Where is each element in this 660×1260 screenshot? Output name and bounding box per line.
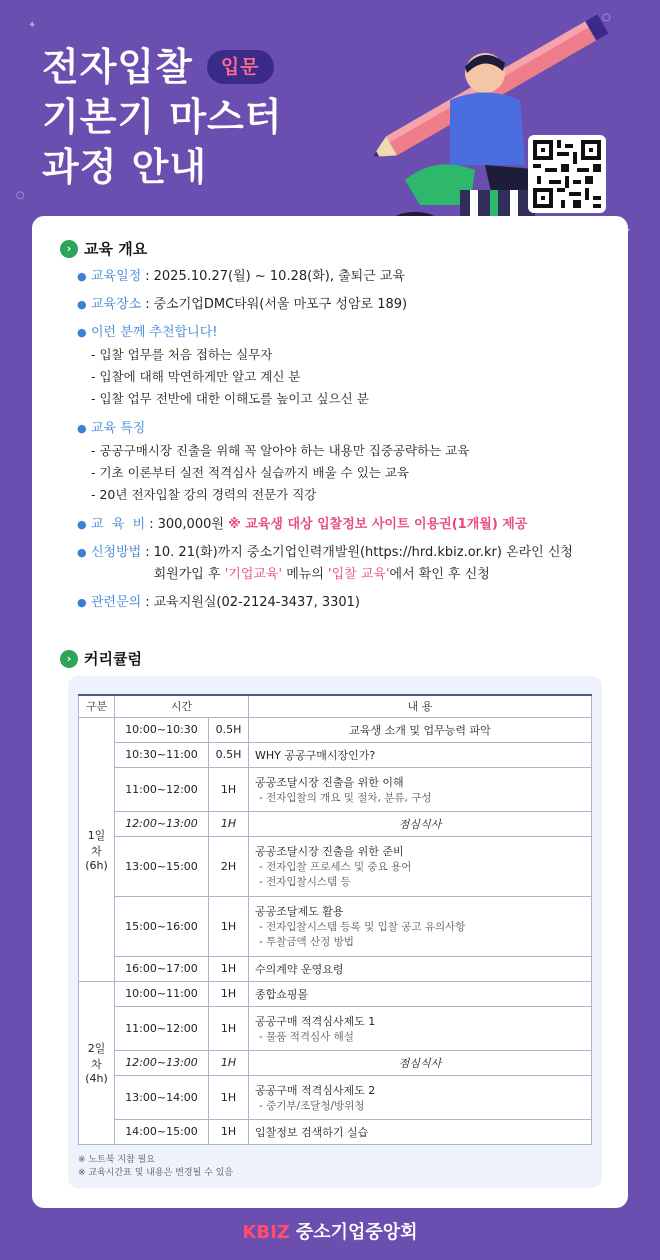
list-item: - 공공구매시장 진출을 위해 꼭 알아야 하는 내용만 집중공략하는 교육	[91, 443, 470, 458]
table-row	[79, 956, 592, 981]
overview-heading: › 교육 개요	[60, 238, 147, 259]
place-row: ● 교육장소 : 중소기업DMC타워(서울 마포구 성암로 189)	[77, 294, 617, 316]
content-cell	[249, 1006, 592, 1050]
curriculum-table	[78, 694, 592, 1145]
content-title: 공공조달제도 활용	[255, 905, 344, 918]
chevron-right-icon: ›	[60, 240, 78, 258]
table-row	[79, 1006, 592, 1050]
apply-row: ● 신청방법 : 10. 21(화)까지 중소기업인력개발원(https://hrd.kbiz.or.kr) 온라인 신청 회원가입 후 '기업교육' 메뉴의 '입찰 교육'에서 확인 후 신청	[77, 542, 617, 586]
bullet-icon: ●	[77, 422, 87, 435]
content-cell	[249, 1050, 592, 1075]
table-row	[79, 767, 592, 811]
overview-section	[77, 266, 617, 620]
list-item: - 입찰 업무 전반에 대한 이해도를 높이고 싶으신 분	[91, 391, 369, 406]
content-cell	[249, 767, 592, 811]
content-subitem: - 전자입찰시스템 등록 및 입찰 공고 유의사항	[259, 921, 466, 933]
time-cell: 10:00~11:00	[115, 981, 209, 1006]
recommend-block: ● 이런 분께 추천합니다! - 입찰 업무를 처음 접하는 실무자 - 입찰에 대해 막연하게만 알고 계신 분 - 입찰 업무 전반에 대한 이해도를 높이고 싶으신 분	[77, 322, 617, 410]
bullet-icon: ●	[77, 270, 87, 283]
content-title: 수의계약 운영요령	[255, 962, 344, 976]
qr-code-icon	[533, 140, 601, 208]
content-card	[32, 216, 628, 1208]
table-row	[79, 1119, 592, 1144]
list-item: - 20년 전자입찰 강의 경력의 전문가 직강	[91, 487, 317, 502]
qr-code[interactable]	[528, 135, 606, 213]
duration-cell: 1H	[209, 981, 249, 1006]
list-item: - 입찰 업무를 처음 접하는 실무자	[91, 347, 273, 362]
content-cell	[249, 981, 592, 1006]
content-subitem: - 물품 적격심사 해설	[259, 1030, 354, 1043]
duration-cell: 2H	[209, 836, 249, 896]
content-cell	[249, 956, 592, 981]
duration-cell: 0.5H	[209, 742, 249, 767]
notes	[78, 1154, 233, 1180]
content-cell	[249, 1119, 592, 1144]
content-cell	[249, 896, 592, 956]
time-cell: 11:00~12:00	[115, 767, 209, 811]
table-row	[79, 811, 592, 836]
col-header-division: 구분	[79, 695, 115, 717]
duration-cell: 1H	[209, 896, 249, 956]
table-row	[79, 742, 592, 767]
table-row	[79, 896, 592, 956]
level-badge: 입문	[207, 50, 274, 84]
bullet-icon: ●	[77, 326, 87, 339]
time-cell: 10:00~10:30	[115, 717, 209, 742]
contact-row: ● 관련문의 : 교육지원실(02-2124-3437, 3301)	[77, 592, 617, 614]
circle-icon: ○	[602, 12, 611, 23]
day-hours: (6h)	[85, 858, 108, 872]
curriculum-heading: › 커리큘럼	[60, 648, 142, 669]
page-title	[42, 42, 282, 192]
content-subitem: - 중기부/조달청/방위청	[259, 1099, 365, 1112]
col-header-content: 내 용	[249, 695, 592, 717]
time-cell: 11:00~12:00	[115, 1006, 209, 1050]
circle-icon: ○	[16, 190, 25, 201]
title-line-2: 기본기 마스터	[42, 95, 283, 139]
table-row	[79, 717, 592, 742]
fee-note: ※ 교육생 대상 입찰정보 사이트 이용권(1개월) 제공	[228, 517, 528, 532]
content-cell	[249, 1075, 592, 1119]
content-cell	[249, 742, 592, 767]
time-cell: 15:00~16:00	[115, 896, 209, 956]
chevron-right-icon: ›	[60, 650, 78, 668]
bullet-icon: ●	[77, 596, 87, 609]
note-item: ※ 노트북 지참 필요	[78, 1155, 155, 1165]
duration-cell: 1H	[209, 767, 249, 811]
content-title: 공공구매 적격심사제도 2	[255, 1083, 376, 1097]
note-item: ※ 교육시간표 및 내용은 변경될 수 있음	[78, 1168, 234, 1178]
title-line-1: 전자입찰	[42, 45, 193, 89]
table-row	[79, 1050, 592, 1075]
day-hours: (4h)	[85, 1072, 108, 1085]
content-title: 공공구매 적격심사제도 1	[255, 1014, 376, 1028]
bullet-icon: ●	[77, 518, 87, 531]
col-header-time: 시간	[115, 695, 249, 717]
star-icon: ✦	[28, 20, 37, 31]
content-subitem: - 전자입찰의 개요 및 절차, 분류, 구성	[259, 791, 432, 804]
duration-cell: 0.5H	[209, 717, 249, 742]
content-subitem: - 투찰금액 산정 방법	[259, 936, 354, 948]
table-row	[79, 1075, 592, 1119]
content-title: 점심식사	[398, 1056, 442, 1070]
fee-row: ● 교 육 비 : 300,000원 ※ 교육생 대상 입찰정보 사이트 이용권(1개월) 제공	[77, 514, 617, 536]
content-title: WHY 공공구매시장인가?	[255, 748, 376, 762]
content-title: 입찰정보 검색하기 실습	[255, 1125, 369, 1139]
day-cell	[79, 981, 115, 1144]
content-cell	[249, 836, 592, 896]
duration-cell: 1H	[209, 811, 249, 836]
content-title: 종합쇼핑몰	[255, 987, 309, 1001]
content-title: 점심식사	[398, 817, 442, 831]
curriculum-rows	[79, 717, 592, 1144]
content-cell	[249, 717, 592, 742]
content-title: 공공조달시장 진출을 위한 준비	[255, 845, 404, 858]
content-title: 공공조달시장 진출을 위한 이해	[255, 775, 404, 789]
day-cell	[79, 717, 115, 981]
day-label: 1일차	[87, 828, 106, 858]
bullet-icon: ●	[77, 298, 87, 311]
title-line-3: 과정 안내	[42, 145, 208, 189]
table-row	[79, 836, 592, 896]
time-cell: 12:00~13:00	[115, 811, 209, 836]
curriculum-box	[68, 676, 602, 1188]
content-title: 교육생 소개 및 업무능력 파악	[349, 723, 491, 737]
table-row	[79, 981, 592, 1006]
duration-cell: 1H	[209, 1006, 249, 1050]
feature-block: ● 교육 특징 - 공공구매시장 진출을 위해 꼭 알아야 하는 내용만 집중공략하는 교육 - 기초 이론부터 실전 적격심사 실습까지 배울 수 있는 교육 - 20년 전자입찰 강의 경력의 전문가 직강	[77, 418, 617, 506]
bullet-icon: ●	[77, 546, 87, 559]
time-cell: 14:00~15:00	[115, 1119, 209, 1144]
time-cell: 13:00~15:00	[115, 836, 209, 896]
date-row: ● 교육일정 : 2025.10.27(월) ~ 10.28(화), 출퇴근 교육	[77, 266, 617, 288]
duration-cell: 1H	[209, 1050, 249, 1075]
list-item: - 입찰에 대해 막연하게만 알고 계신 분	[91, 369, 301, 384]
list-item: - 기초 이론부터 실전 적격심사 실습까지 배울 수 있는 교육	[91, 465, 409, 480]
content-cell	[249, 811, 592, 836]
content-subitem: - 전자입찰 프로세스 및 중요 용어	[259, 861, 412, 873]
duration-cell: 1H	[209, 1119, 249, 1144]
footer-logo: KBIZ 중소기업중앙회	[242, 1222, 418, 1243]
duration-cell: 1H	[209, 1075, 249, 1119]
time-cell: 13:00~14:00	[115, 1075, 209, 1119]
time-cell: 16:00~17:00	[115, 956, 209, 981]
time-cell: 12:00~13:00	[115, 1050, 209, 1075]
time-cell: 10:30~11:00	[115, 742, 209, 767]
content-subitem: - 전자입찰시스템 등	[259, 876, 351, 888]
duration-cell: 1H	[209, 956, 249, 981]
day-label: 2일차	[87, 1042, 106, 1071]
